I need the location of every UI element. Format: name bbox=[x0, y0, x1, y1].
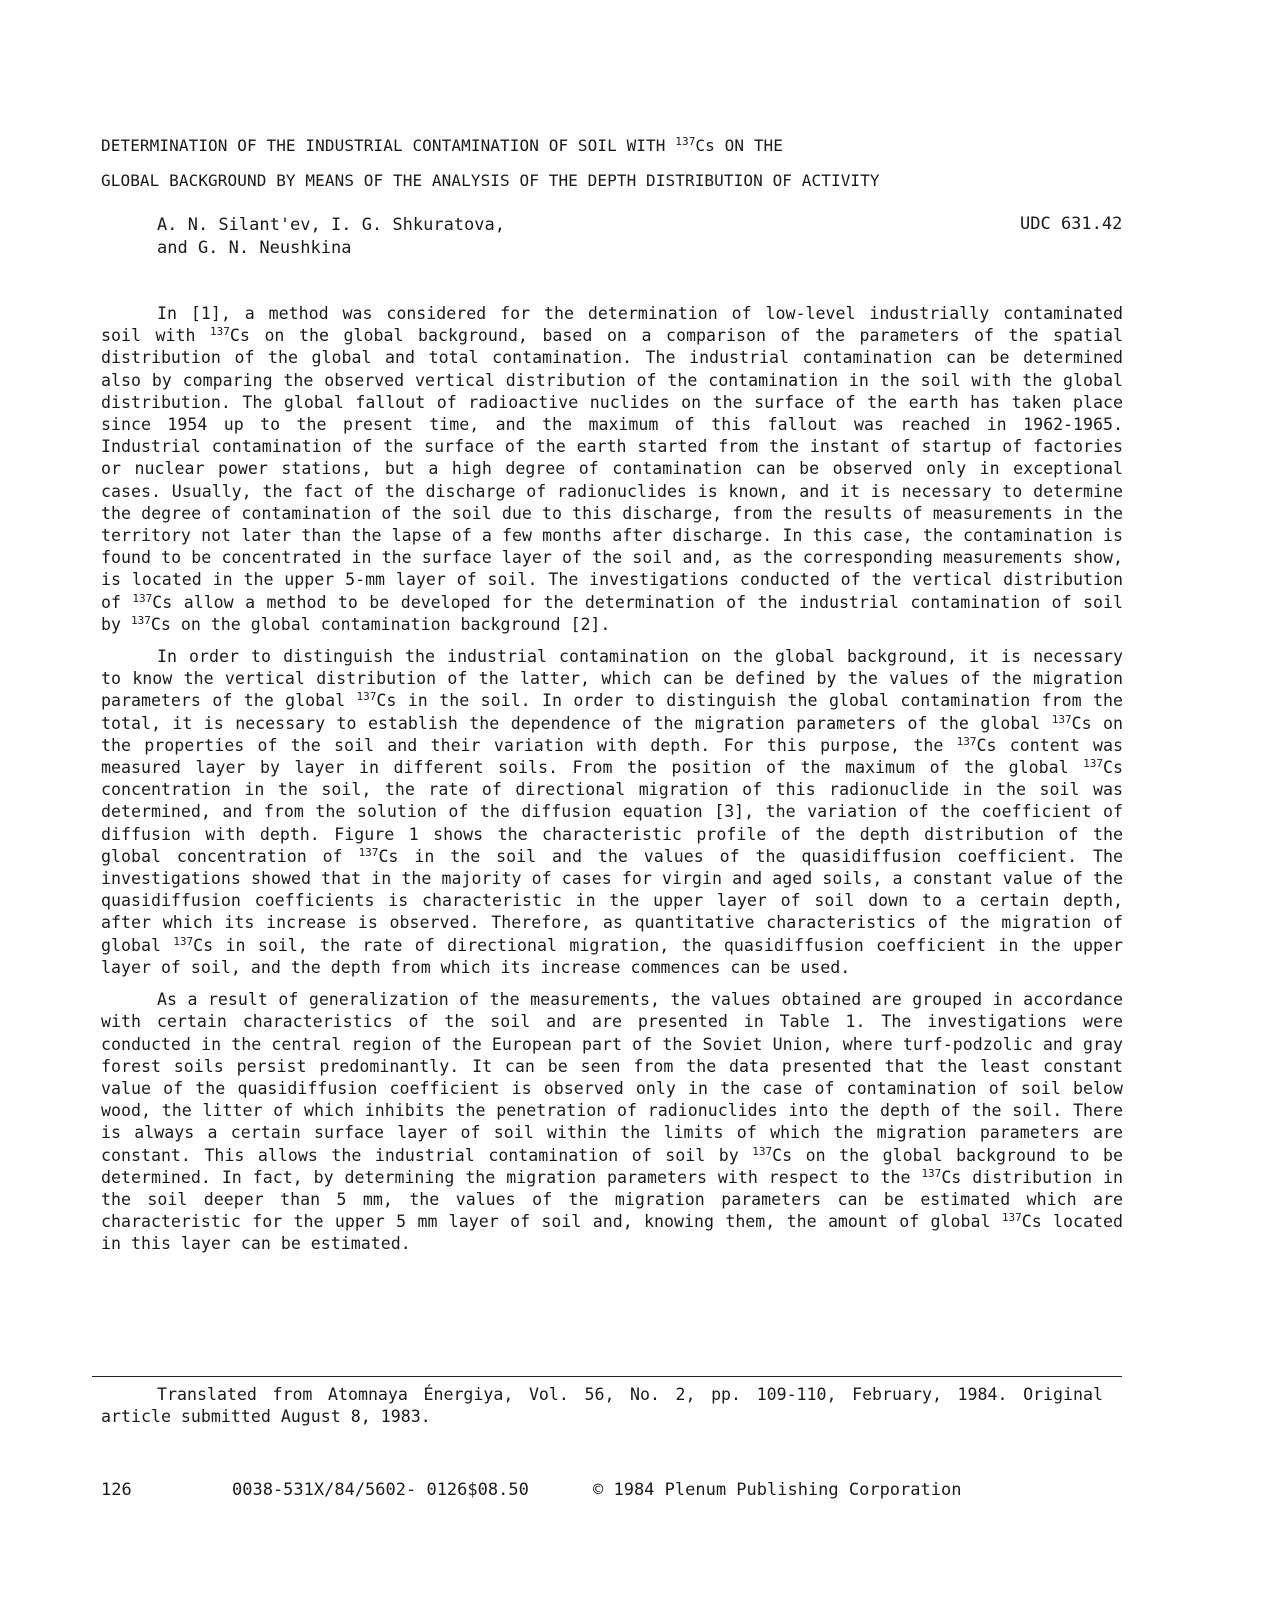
paragraph-text: Cs on the global contamination background [2]. bbox=[150, 614, 611, 634]
title-line-1-pre: DETERMINATION OF THE INDUSTRIAL CONTAMINATION OF SOIL WITH bbox=[101, 136, 676, 155]
paragraph-text: Cs on the properties of the soil and their variation with depth. For this purpose, the bbox=[101, 713, 1123, 755]
udc-code: UDC 631.42 bbox=[1020, 214, 1123, 234]
paragraph-text: Cs on the global background to be determined. In fact, by determining the migration parameters with respect to the bbox=[101, 1145, 1123, 1187]
isotope-superscript: 137 bbox=[752, 1144, 773, 1158]
isotope-superscript: 137 bbox=[210, 325, 230, 339]
footnote-divider bbox=[92, 1376, 1122, 1377]
authors-line-2: and G. N. Neushkina bbox=[157, 238, 352, 258]
isotope-superscript: 137 bbox=[358, 845, 379, 859]
paragraph-text: In order to distinguish the industrial contamination on the global background, it is necessary to know the vertical distribution of the latter, which can be defined by the values of the migration parameters of the global bbox=[101, 647, 1123, 711]
authors bbox=[157, 214, 505, 260]
isotope-superscript: 137 bbox=[921, 1166, 942, 1180]
footnote-text: Translated from Atomnaya Énergiya, Vol. 56, No. 2, pp. 109-110, February, 1984. Original article submitted August 8, 1983. bbox=[101, 1385, 1103, 1427]
paragraph-text: As a result of generalization of the measurements, the values obtained are grouped in accordance with certain characteristics of the soil and are presented in Table 1. The investigations were conducted in the central region of the European part of the Soviet Union, where turf-podzolic and gray forest soils persist predominantly. It can be seen from the data presented that the least constant value of the quasidiffusion coefficient is observed only in the case of contamination of soil below wood, the litter of which inhibits the penetration of radionuclides into the depth of the soil. There is always a certain surface layer of soil within the limits of which the migration parameters are constant. This allows the industrial contamination of soil by bbox=[101, 990, 1123, 1165]
page-number: 126 bbox=[101, 1480, 132, 1500]
copyright-notice: © 1984 Plenum Publishing Corporation bbox=[593, 1480, 962, 1500]
paragraph-text: Cs located in this layer can be estimated. bbox=[101, 1212, 1123, 1254]
paragraph-text: Cs in the soil and the values of the quasidiffusion coefficient. The investigations showed that in the majority of cases for virgin and aged soils, a constant value of the quasidiffusion coefficients is characteristic in the upper layer of soil down to a certain depth, after which its increase is observed. Therefore, as quantitative characteristics of the migration of global bbox=[101, 846, 1123, 955]
paragraph-text: Cs in the soil. In order to distinguish the global contamination from the total, it is necessary to establish the dependence of the migration parameters of the global bbox=[101, 691, 1123, 733]
isotope-superscript: 137 bbox=[675, 135, 696, 148]
isotope-superscript: 137 bbox=[132, 591, 153, 605]
title-line-1 bbox=[101, 136, 783, 155]
isotope-superscript: 137 bbox=[1001, 1211, 1022, 1225]
authors-line-1: A. N. Silant'ev, I. G. Shkuratova, bbox=[157, 215, 505, 235]
article-body bbox=[101, 303, 1123, 1266]
isotope-superscript: 137 bbox=[356, 690, 377, 704]
paragraph-1 bbox=[101, 303, 1123, 636]
isotope-superscript: 137 bbox=[956, 734, 977, 748]
paragraph-text: Cs on the global background, based on a comparison of the parameters of the spatial distribution of the global and total contamination. The industrial contamination can be determined also by comparing the observed vertical distribution of the contamination in the soil with the global distribution. The global fallout of radioactive nuclides on the surface of the earth has taken place since 1954 up to the present time, and the maximum of this fallout was reached in 1962-1965. Industrial contamination of the surface of the earth started from the instant of startup of factories or nuclear power stations, but a high degree of contamination can be observed only in exceptional cases. Usually, the fact of the discharge of radionuclides is known, and it is necessary to determine the degree of contamination of the soil due to this discharge, from the results of measurements in the territory not later than the lapse of a few months after discharge. In this case, the contamination is found to be concentrated in the surface layer of the soil and, as the corresponding measurements show, is located in the upper 5-mm layer of soil. The investigations conducted of the vertical distribution of bbox=[101, 326, 1123, 612]
paragraph-text: Cs allow a method to be developed for the determination of the industrial contamination of soil by bbox=[101, 592, 1123, 634]
paragraph-text: Cs content was measured layer by layer in different soils. From the position of the maximum of the global bbox=[101, 735, 1123, 778]
paragraph-3 bbox=[101, 989, 1123, 1255]
isotope-superscript: 137 bbox=[1051, 712, 1072, 726]
isotope-superscript: 137 bbox=[1083, 757, 1104, 771]
translation-footnote bbox=[101, 1384, 1103, 1428]
paragraph-text: Cs concentration in the soil, the rate of directional migration of this radionuclide in the soil was determined, and from the solution of the diffusion equation [3], the variation of the coefficient of diffusion with depth. Figure 1 shows the characteristic profile of the depth distribution of the global concentration of bbox=[101, 758, 1123, 866]
isotope-superscript: 137 bbox=[173, 934, 194, 948]
paragraph-text: Cs distribution in the soil deeper than 5 mm, the values of the migration parameters can be estimated which are characteristic for the upper 5 mm layer of soil and, knowing them, the amount of global bbox=[101, 1167, 1124, 1232]
paragraph-text: Cs in soil, the rate of directional migration, the quasidiffusion coefficient in the upper layer of soil, and the depth from which its increase commences can be used. bbox=[101, 935, 1123, 977]
isotope-superscript: 137 bbox=[130, 613, 151, 627]
article-code: 0038-531X/84/5602- 0126$08.50 bbox=[232, 1480, 529, 1500]
title-line-1-post: Cs ON THE bbox=[695, 136, 784, 155]
title-line-2: GLOBAL BACKGROUND BY MEANS OF THE ANALYSIS OF THE DEPTH DISTRIBUTION OF ACTIVITY bbox=[101, 171, 880, 190]
paragraph-text: In [1], a method was considered for the determination of low-level industrially contaminated soil with bbox=[101, 304, 1123, 346]
paragraph-2 bbox=[101, 646, 1123, 979]
